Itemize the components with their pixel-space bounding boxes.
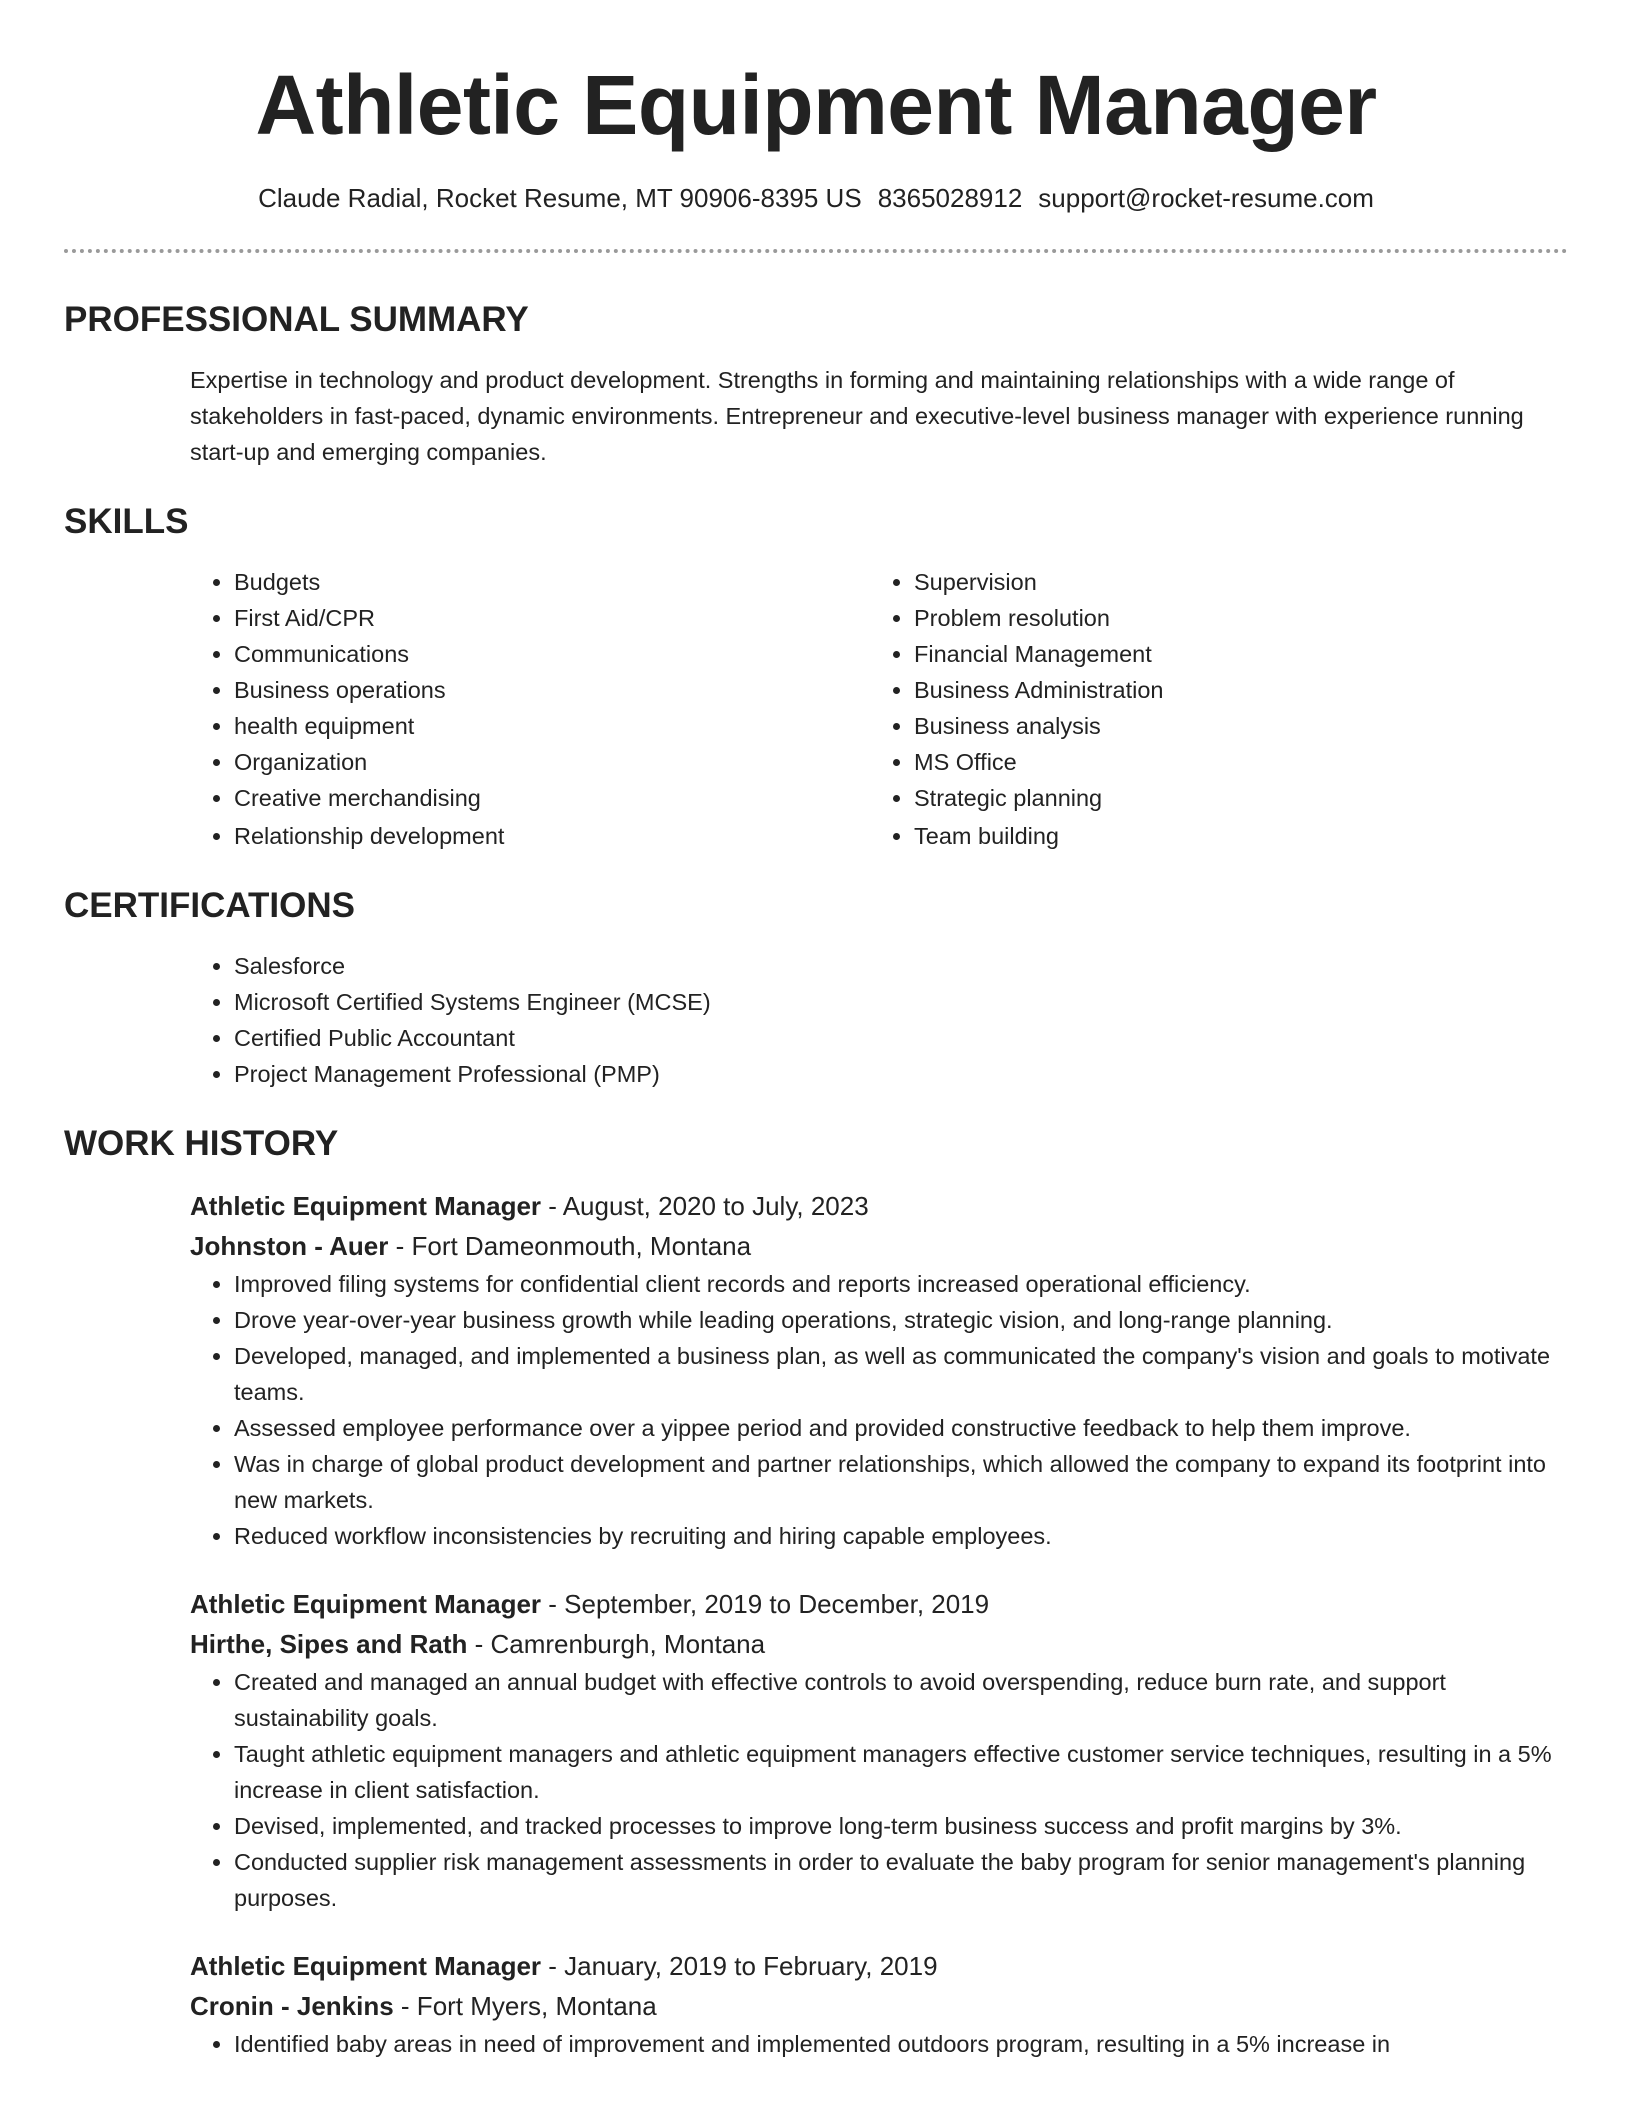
skill-item: • Supervision	[914, 564, 1550, 600]
job-bullet: • Assessed employee performance over a yippee period and provided constructive feedback to help them improve.	[234, 1410, 1568, 1446]
skill-item: • health equipment	[234, 708, 870, 744]
summary-heading: PROFESSIONAL SUMMARY	[64, 300, 529, 339]
job-bullet: • Improved filing systems for confidential client records and reports increased operational efficiency.	[234, 1266, 1568, 1302]
job-company-line	[190, 1986, 1568, 2026]
job-company: Johnston - Auer	[190, 1231, 389, 1261]
certifications-heading: CERTIFICATIONS	[64, 886, 356, 925]
job-location: - Camrenburgh, Montana	[467, 1629, 766, 1659]
job-dates: - January, 2019 to February, 2019	[541, 1951, 938, 1981]
job-company-line	[190, 1624, 1568, 1664]
skills-left-column	[190, 564, 870, 854]
job-title-line	[190, 1584, 1568, 1624]
skill-item: • Budgets	[234, 564, 870, 600]
job-title: Athletic Equipment Manager	[190, 1951, 542, 1981]
job-bullet: • Was in charge of global product development and partner relationships, which allowed the company to expand its footprint into new markets.	[234, 1446, 1568, 1518]
skill-item: • Organization	[234, 744, 870, 780]
skill-item: • Problem resolution	[914, 600, 1550, 636]
work-history-section	[64, 1122, 1568, 2062]
skill-item: • Strategic planning	[914, 780, 1550, 816]
skill-item: • Team building	[914, 818, 1550, 854]
job-company: Hirthe, Sipes and Rath	[190, 1629, 468, 1659]
job-company-line	[190, 1226, 1568, 1266]
job-bullet: • Conducted supplier risk management assessments in order to evaluate the baby program for senior management's planning purposes.	[234, 1844, 1568, 1916]
job-bullet: • Taught athletic equipment managers and athletic equipment managers effective customer service techniques, resulting in a 5% increase in client satisfaction.	[234, 1736, 1568, 1808]
job-bullet: • Reduced workflow inconsistencies by recruiting and hiring capable employees.	[234, 1518, 1568, 1554]
job-entry	[190, 1584, 1568, 1916]
contact-line	[0, 181, 1632, 215]
summary-text: Expertise in technology and product development. Strengths in forming and maintaining relationships with a wide range of stakeholders in fast-paced, dynamic environments. Entrepreneur and executive-level business manager with experience running start-up and emerging companies.	[190, 367, 1524, 465]
job-title-line	[190, 1946, 1568, 1986]
job-bullet: • Developed, managed, and implemented a business plan, as well as communicated the company's vision and goals to motivate teams.	[234, 1338, 1568, 1410]
job-bullet: • Devised, implemented, and tracked processes to improve long-term business success and profit margins by 3%.	[234, 1808, 1568, 1844]
skills-right-column	[870, 564, 1550, 854]
summary-section	[64, 298, 1568, 470]
certifications-section	[64, 884, 1568, 1092]
job-title: Athletic Equipment Manager	[190, 1191, 542, 1221]
job-entry	[190, 1186, 1568, 1554]
certification-item: • Certified Public Accountant	[234, 1020, 1568, 1056]
job-company: Cronin - Jenkins	[190, 1991, 394, 2021]
contact-address: Claude Radial, Rocket Resume, MT 90906-8395 US	[258, 183, 862, 213]
contact-email: support@rocket-resume.com	[1038, 183, 1374, 213]
job-location: - Fort Myers, Montana	[393, 1991, 657, 2021]
skills-heading: SKILLS	[64, 502, 189, 541]
job-dates: - August, 2020 to July, 2023	[541, 1191, 869, 1221]
certification-item: • Project Management Professional (PMP)	[234, 1056, 1568, 1092]
skill-item: • Business analysis	[914, 708, 1550, 744]
job-bullet: • Identified baby areas in need of improvement and implemented outdoors program, resulting in a 5% increase in	[234, 2026, 1568, 2062]
skill-item: • Communications	[234, 636, 870, 672]
certification-item: • Microsoft Certified Systems Engineer (MCSE)	[234, 984, 1568, 1020]
skill-item: • MS Office	[914, 744, 1550, 780]
job-bullet: • Drove year-over-year business growth while leading operations, strategic vision, and long-range planning.	[234, 1302, 1568, 1338]
job-entry	[190, 1946, 1568, 2062]
header-divider	[64, 249, 1568, 253]
work-history-heading: WORK HISTORY	[64, 1124, 339, 1163]
job-dates: - September, 2019 to December, 2019	[541, 1589, 990, 1619]
contact-phone: 8365028912	[877, 183, 1023, 213]
skill-item: • Business Administration	[914, 672, 1550, 708]
certification-item: • Salesforce	[234, 948, 1568, 984]
skill-item: • First Aid/CPR	[234, 600, 870, 636]
skill-item: • Financial Management	[914, 636, 1550, 672]
skill-item: • Relationship development	[234, 818, 870, 854]
skill-item: • Business operations	[234, 672, 870, 708]
skill-item: • Creative merchandising	[234, 780, 870, 816]
job-location: - Fort Dameonmouth, Montana	[388, 1231, 752, 1261]
resume-title: Athletic Equipment Manager	[255, 58, 1377, 152]
job-title: Athletic Equipment Manager	[190, 1589, 542, 1619]
skills-section	[64, 500, 1568, 854]
job-title-line	[190, 1186, 1568, 1226]
job-bullet: • Created and managed an annual budget with effective controls to avoid overspending, reduce burn rate, and support sustainability goals.	[234, 1664, 1568, 1736]
